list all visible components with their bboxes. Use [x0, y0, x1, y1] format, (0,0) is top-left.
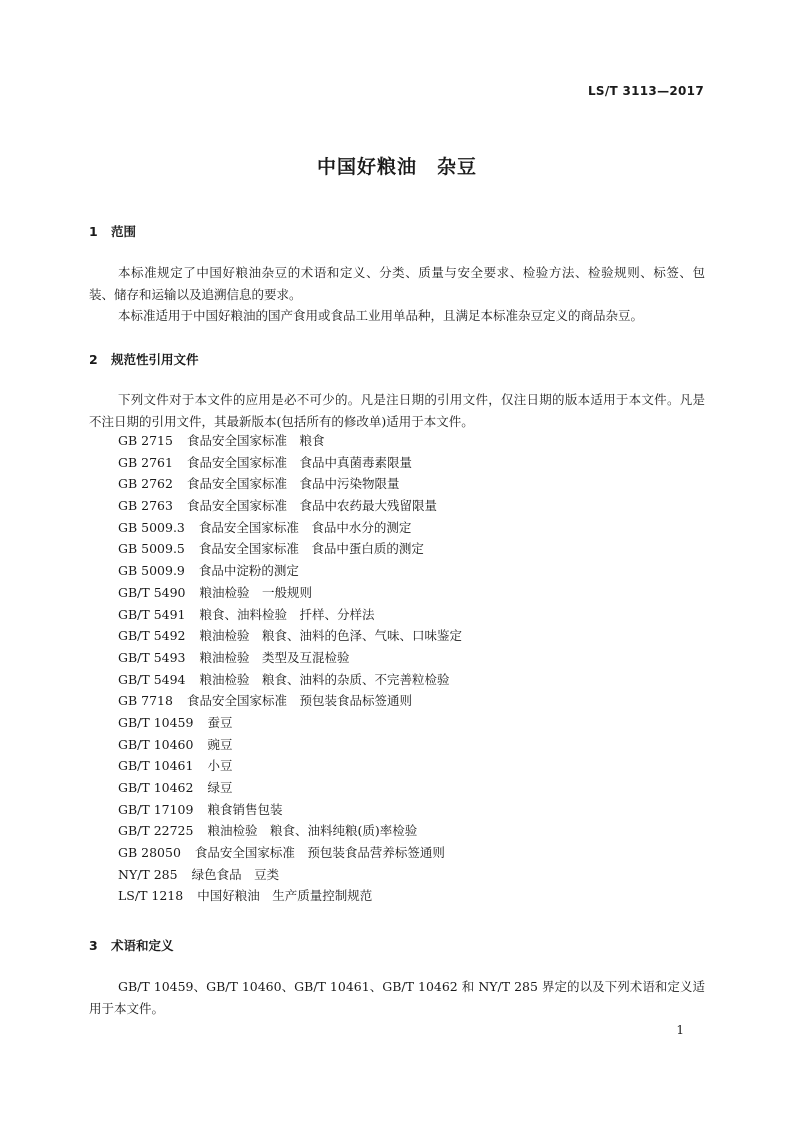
- reference-item: [118, 582, 462, 604]
- reference-item: [118, 647, 462, 669]
- reference-item: [118, 755, 462, 777]
- reference-code: GB 2715: [118, 433, 173, 448]
- reference-title: 食品安全国家标准 预包装食品营养标签通则: [194, 845, 445, 861]
- section-number: 1: [89, 224, 98, 239]
- document-title: 中国好粮油 杂豆: [316, 156, 477, 178]
- reference-title: 粮油检验 一般规则: [199, 584, 313, 600]
- reference-title: 食品安全国家标准 预包装食品标签通则: [186, 693, 412, 709]
- reference-item: [118, 538, 462, 560]
- reference-title: 粮油检验 粮食、油料纯粮(质)率检验: [207, 823, 418, 839]
- reference-title: 绿色食品 豆类: [191, 866, 280, 882]
- reference-title: 豌豆: [207, 736, 233, 752]
- reference-code: GB 2761: [118, 454, 173, 470]
- reference-item: [118, 777, 462, 799]
- scope-paragraph-1: 本标准规定了中国好粮油杂豆的术语和定义、分类、质量与安全要求、检验方法、检验规则、标签、包装、储存和运输以及追溯信息的要求。: [89, 265, 705, 302]
- section-title: 规范性引用文件: [111, 352, 199, 367]
- reference-code: GB/T 10460: [118, 736, 194, 752]
- reference-item: [118, 517, 462, 539]
- section-1-heading: [89, 222, 136, 240]
- reference-title: 小豆: [207, 758, 233, 774]
- reference-code: GB/T 5491: [118, 606, 186, 622]
- reference-title: 粮油检验 粮食、油料的色泽、气味、口味鉴定: [199, 628, 463, 644]
- reference-item: [118, 625, 462, 647]
- reference-title: 粮食、油料检验 扦样、分样法: [199, 606, 375, 622]
- reference-code: GB/T 5490: [118, 584, 186, 600]
- scope-paragraph-2: 本标准适用于中国好粮油的国产食用或食品工业用单品种，且满足本标准杂豆定义的商品杂豆。: [118, 308, 644, 323]
- reference-code: GB 5009.9: [118, 563, 185, 579]
- reference-title: 中国好粮油 生产质量控制规范: [197, 888, 373, 904]
- reference-code: GB/T 10459: [118, 714, 194, 730]
- page-number: 1: [676, 1023, 684, 1037]
- reference-title: 食品安全国家标准 食品中蛋白质的测定: [198, 541, 424, 557]
- reference-code: GB 7718: [118, 693, 173, 709]
- reference-code: LS/T 1218: [118, 888, 184, 904]
- normative-references-list: [118, 430, 462, 907]
- reference-title: 蚕豆: [207, 714, 233, 730]
- reference-code: GB 2763: [118, 498, 173, 514]
- reference-code: GB 28050: [118, 845, 181, 861]
- reference-item: [118, 473, 462, 495]
- reference-item: [118, 690, 462, 712]
- section-2-heading: [89, 350, 199, 368]
- standard-code: LS/T 3113—2017: [587, 84, 704, 98]
- reference-code: GB/T 5492: [118, 628, 186, 644]
- reference-code: GB 5009.5: [118, 541, 185, 557]
- section-title: 范围: [111, 224, 137, 239]
- reference-item: [118, 842, 462, 864]
- reference-title: 绿豆: [207, 780, 233, 795]
- reference-item: [118, 669, 462, 691]
- reference-item: [118, 712, 462, 734]
- section-title: 术语和定义: [111, 938, 174, 953]
- section-number: 3: [89, 938, 98, 953]
- reference-title: 粮油检验 粮食、油料的杂质、不完善粒检验: [199, 671, 450, 687]
- section-3-heading: [89, 936, 174, 954]
- reference-title: 食品安全国家标准 食品中真菌毒素限量: [186, 454, 412, 470]
- reference-code: GB 5009.3: [118, 519, 185, 535]
- reference-code: GB/T 10462: [118, 780, 194, 795]
- reference-code: GB/T 10461: [118, 758, 194, 774]
- reference-item: [118, 734, 462, 756]
- reference-title: 食品安全国家标准 食品中农药最大残留限量: [186, 498, 437, 514]
- reference-code: GB/T 22725: [118, 823, 194, 839]
- reference-title: 食品安全国家标准 食品中污染物限量: [186, 476, 400, 492]
- reference-title: 食品中淀粉的测定: [198, 563, 299, 579]
- reference-item: [118, 885, 462, 907]
- reference-item: [118, 799, 462, 821]
- reference-title: 食品安全国家标准 食品中水分的测定: [198, 519, 412, 535]
- reference-item: [118, 430, 462, 452]
- reference-code: GB 2762: [118, 476, 173, 492]
- reference-item: [118, 820, 462, 842]
- reference-item: [118, 495, 462, 517]
- reference-title: 粮食销售包装: [207, 801, 283, 817]
- references-intro-paragraph: 下列文件对于本文件的应用是必不可少的。凡是注日期的引用文件，仅注日期的版本适用于本文件。凡是不注日期的引用文件，其最新版本(包括所有的修改单)适用于本文件。: [89, 392, 705, 429]
- reference-item: [118, 864, 462, 886]
- reference-code: GB/T 5494: [118, 671, 186, 687]
- section-number: 2: [89, 352, 98, 367]
- terms-paragraph: GB/T 10459、GB/T 10460、GB/T 10461、GB/T 10462 和 NY/T 285 界定的以及下列术语和定义适用于本文件。: [89, 979, 705, 1016]
- reference-code: GB/T 5493: [118, 649, 186, 665]
- reference-item: [118, 452, 462, 474]
- reference-code: NY/T 285: [118, 866, 178, 882]
- reference-item: [118, 604, 462, 626]
- reference-title: 粮油检验 类型及互混检验: [199, 649, 350, 665]
- reference-item: [118, 560, 462, 582]
- reference-title: 食品安全国家标准 粮食: [186, 433, 325, 448]
- reference-code: GB/T 17109: [118, 801, 194, 817]
